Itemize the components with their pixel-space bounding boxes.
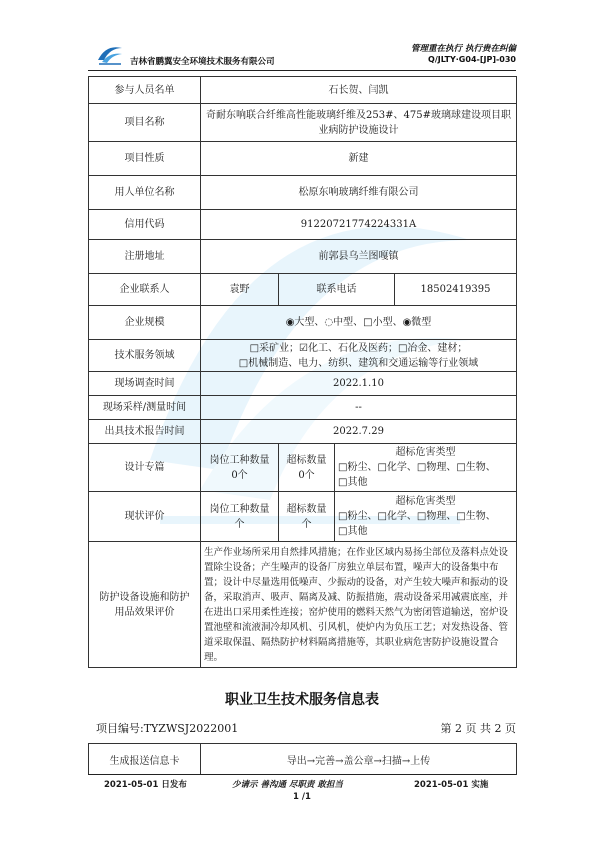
company-name: 吉林省鹏翼安全环境技术服务有限公司 [130, 57, 275, 67]
survey-time-value: 2022.1.10 [201, 372, 517, 396]
protection-label [89, 542, 201, 668]
issue-date: 2021-05-01 日发布 [104, 780, 187, 790]
employer-value: 松原东响玻璃纤维有限公司 [201, 176, 517, 210]
contact-name: 袁野 [201, 274, 279, 306]
participants-value: 石长贺、闫凯 [201, 77, 517, 104]
participants-label: 参与人员名单 [89, 77, 201, 104]
status-hazard-line2: □其他 [338, 526, 368, 537]
header-divider [88, 70, 516, 71]
status-positions [201, 492, 279, 542]
phone-value: 18502419395 [395, 274, 517, 306]
document-code: Q/JLTY·G04-[JP]-030 [428, 55, 516, 64]
service-area-label: 技术服务领域 [89, 340, 201, 372]
design-exceed-label: 超标数量 [286, 454, 327, 466]
design-positions-label: 岗位工种数量 [209, 454, 270, 466]
service-area-value [201, 340, 517, 372]
project-nature-value: 新建 [201, 142, 517, 176]
project-name-value: 奇耐东响联合纤维高性能玻璃纤维及253#、475#玻璃球建设项目职业病防护设施设计 [201, 104, 517, 142]
design-hazard-title: 超标危害类型 [395, 447, 456, 458]
company-logo-icon [96, 42, 124, 66]
implementation-date: 2021-05-01 实施 [414, 780, 489, 790]
protection-text: 生产作业场所采用自然排风措施；在作业区域内易扬尘部位及落料点处设置除尘设备；产生噪声的设备厂房独立单层布置，噪声大的设备集中布置；设计中尽量选用低噪声、少振动的设备，对产生较大噪声和振动的设备，采取消声、吸声、隔离及减、防振措施，震动设备采用减震底座，并在进出口采用柔性连接；窑炉使用的燃料天然气为密闭管道输送，窑炉设置池壁和流液洞冷却风机、引风机，使炉内为负压工艺；对发热设备、管道采取保温、隔热防护材料隔离措施等，其职业病危害防护设施设置合理。 [201, 542, 517, 668]
address-value: 前郭县乌兰图嘎镇 [201, 240, 517, 274]
project-nature-label: 项目性质 [89, 142, 201, 176]
service-area-line1: □采矿业；☑化工、石化及医药；□冶金、建材； [249, 342, 468, 354]
sampling-time-label: 现场采样/测量时间 [89, 396, 201, 420]
page-indicator: 第 2 页 共 2 页 [440, 722, 516, 735]
credit-code-value: 91220721774224331A [201, 210, 517, 240]
design-positions-value: 0个 [231, 469, 248, 481]
design-hazard-line1: □粉尘、□化学、□物理、□生物、 [338, 462, 496, 473]
project-name-label: 项目名称 [89, 104, 201, 142]
design-exceed [279, 444, 335, 492]
contact-label: 企业联系人 [89, 274, 201, 306]
project-number: 项目编号:TYZWSJ2022001 [96, 722, 239, 735]
design-review-label: 设计专篇 [89, 444, 201, 492]
employer-label: 用人单位名称 [89, 176, 201, 210]
design-hazard-line2: □其他 [338, 477, 368, 488]
status-hazard-line1: □粉尘、□化学、□物理、□生物、 [338, 511, 496, 522]
footer-motto: 少请示 善沟通 尽职责 敢担当 [232, 780, 343, 790]
protection-label-line1: 防护设备设施和防护 [99, 591, 190, 603]
service-area-line2: □机械制造、电力、纺织、建筑和交通运输等行业领域 [238, 357, 479, 369]
phone-label: 联系电话 [279, 274, 395, 306]
report-time-label: 出具技术报告时间 [89, 420, 201, 444]
header-slogan: 管理重在执行 执行贵在纠偏 [411, 44, 516, 54]
scale-label: 企业规模 [89, 306, 201, 340]
status-eval-label: 现状评价 [89, 492, 201, 542]
credit-code-label: 信用代码 [89, 210, 201, 240]
card-label: 生成报送信息卡 [89, 744, 201, 775]
design-exceed-value: 0个 [298, 469, 315, 481]
protection-label-line2: 用品效果评价 [114, 606, 175, 618]
survey-time-label: 现场调查时间 [89, 372, 201, 396]
report-time-value: 2022.7.29 [201, 420, 517, 444]
footer-page-number: 1 /1 [293, 792, 311, 802]
design-hazard [335, 444, 517, 492]
section-title: 职业卫生技术服务信息表 [225, 692, 379, 708]
footer-divider [88, 774, 516, 775]
design-positions [201, 444, 279, 492]
status-hazard [335, 492, 517, 542]
address-label: 注册地址 [89, 240, 201, 274]
project-info-table [88, 76, 517, 668]
card-value: 导出→完善→盖公章→扫描→上传 [201, 744, 517, 775]
status-positions-value: 个 [234, 518, 245, 530]
service-info-table [88, 743, 517, 775]
status-exceed-value: 个 [301, 518, 312, 530]
status-positions-label: 岗位工种数量 [209, 503, 270, 515]
scale-value: ◉大型、◌中型、□小型、◉微型 [201, 306, 517, 340]
sampling-time-value: -- [201, 396, 517, 420]
status-exceed-label: 超标数量 [286, 503, 327, 515]
status-exceed [279, 492, 335, 542]
status-hazard-title: 超标危害类型 [395, 496, 456, 507]
